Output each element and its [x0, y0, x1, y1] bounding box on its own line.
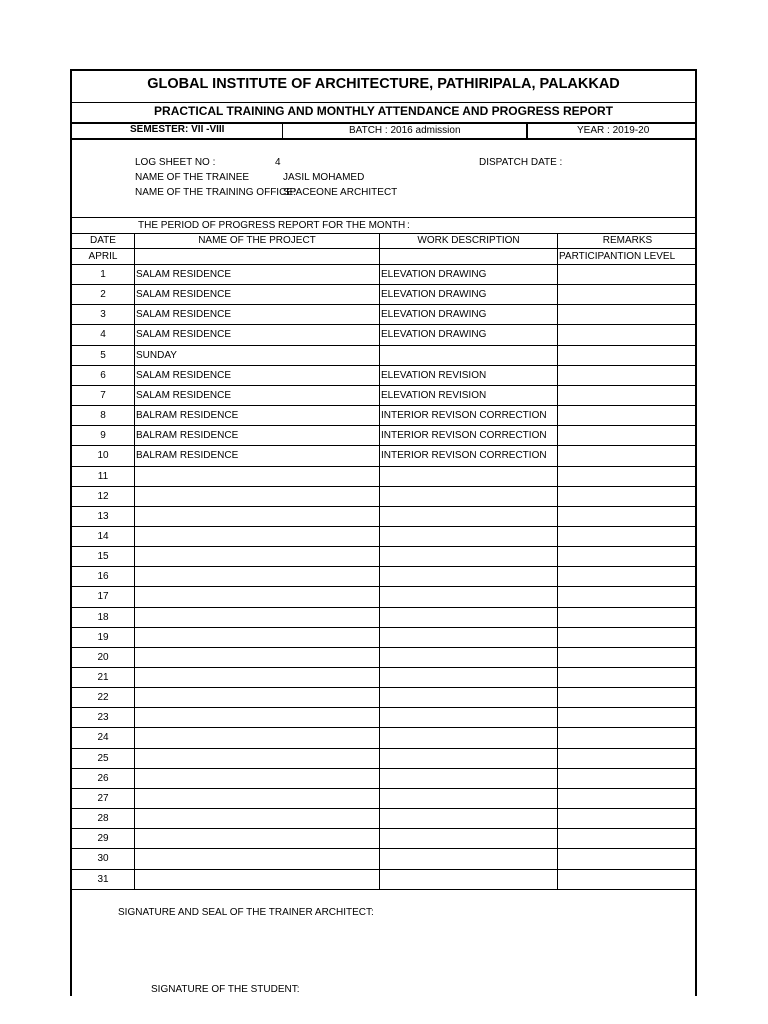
row-date: 30 [97, 853, 109, 865]
row-date: 3 [100, 309, 106, 321]
log-sheet-value: 4 [275, 157, 281, 168]
divider [526, 123, 528, 138]
divider [72, 889, 695, 890]
row-project: SALAM RESIDENCE [136, 289, 232, 301]
divider [72, 748, 695, 749]
divider [72, 385, 695, 386]
office-label: NAME OF THE TRAINING OFFICE: [135, 187, 296, 198]
row-date: 15 [97, 551, 109, 563]
divider [72, 264, 695, 265]
row-work: ELEVATION DRAWING [381, 289, 487, 301]
divider [72, 284, 695, 285]
trainer-signature-label: SIGNATURE AND SEAL OF THE TRAINER ARCHITECT: [118, 907, 374, 918]
month-label: APRIL [88, 251, 118, 262]
divider [72, 345, 695, 346]
divider [72, 687, 695, 688]
divider [72, 526, 695, 527]
divider [72, 217, 695, 218]
col-header-date: DATE [90, 235, 116, 246]
divider [72, 304, 695, 305]
divider [72, 586, 695, 587]
row-work: ELEVATION REVISION [381, 369, 487, 381]
row-date: 17 [97, 591, 109, 603]
divider [72, 324, 695, 325]
semester-text: SEMESTER: VII -VIII [130, 124, 225, 135]
row-date: 16 [97, 571, 109, 583]
divider [72, 647, 695, 648]
divider [72, 546, 695, 547]
divider [72, 566, 695, 567]
divider [557, 233, 558, 889]
divider [72, 486, 695, 487]
divider [72, 102, 695, 103]
row-work: ELEVATION DRAWING [381, 269, 487, 280]
divider [72, 466, 695, 467]
divider [379, 233, 380, 889]
row-date: 26 [97, 772, 109, 784]
office-name: SPACEONE ARCHITECT [283, 187, 398, 198]
row-date: 24 [97, 732, 109, 744]
divider [134, 233, 135, 889]
row-date: 19 [97, 631, 109, 643]
divider [72, 627, 695, 628]
col-header-remarks: REMARKS [602, 235, 653, 246]
row-date: 6 [100, 369, 106, 381]
divider [72, 848, 695, 849]
institute-title: GLOBAL INSTITUTE OF ARCHITECTURE, PATHIRIPALA, PALAKKAD [147, 76, 620, 92]
row-work: ELEVATION DRAWING [381, 309, 487, 321]
divider [72, 425, 695, 426]
row-project: BALRAM RESIDENCE [136, 430, 239, 442]
student-signature-label: SIGNATURE OF THE STUDENT: [151, 984, 300, 995]
row-project: SUNDAY [136, 349, 177, 361]
row-work: ELEVATION REVISION [381, 389, 487, 401]
divider [72, 727, 695, 728]
divider [72, 707, 695, 708]
divider [72, 828, 695, 829]
row-date: 13 [97, 510, 109, 522]
divider [72, 405, 695, 406]
row-project: SALAM RESIDENCE [136, 269, 232, 280]
divider [72, 768, 695, 769]
row-date: 25 [97, 752, 109, 764]
divider [72, 506, 695, 507]
row-date: 21 [97, 672, 109, 683]
row-work: INTERIOR REVISON CORRECTION [381, 430, 547, 442]
row-work: INTERIOR REVISON CORRECTION [381, 410, 547, 422]
row-date: 10 [97, 450, 109, 462]
dispatch-date-label: DISPATCH DATE : [479, 157, 563, 168]
row-date: 11 [97, 470, 109, 482]
divider [72, 808, 695, 809]
row-date: 23 [97, 712, 109, 724]
col-header-work: WORK DESCRIPTION [417, 235, 520, 246]
divider [282, 123, 283, 138]
divider [72, 788, 695, 789]
col-header-project: NAME OF THE PROJECT [198, 235, 316, 246]
batch-text: BATCH : 2016 admission [349, 125, 461, 136]
row-project: SALAM RESIDENCE [136, 369, 232, 381]
row-project: SALAM RESIDENCE [136, 309, 232, 321]
row-date: 14 [97, 530, 109, 542]
period-colon: : [407, 220, 410, 231]
trainee-name: JASIL MOHAMED [283, 172, 365, 183]
row-date: 1 [100, 269, 106, 280]
remarks-subheader: PARTICIPANTION LEVEL [559, 251, 676, 262]
divider [72, 365, 695, 366]
divider [72, 248, 695, 249]
divider [72, 607, 695, 608]
year-text: YEAR : 2019-20 [577, 125, 650, 136]
row-date: 27 [97, 792, 109, 804]
row-project: BALRAM RESIDENCE [136, 450, 239, 462]
row-date: 20 [97, 651, 109, 663]
divider [72, 138, 695, 140]
row-date: 18 [97, 611, 109, 623]
divider [72, 869, 695, 870]
row-date: 28 [97, 813, 109, 825]
row-date: 31 [97, 873, 109, 885]
row-project: BALRAM RESIDENCE [136, 410, 239, 422]
row-project: SALAM RESIDENCE [136, 389, 232, 401]
row-date: 4 [100, 329, 106, 341]
row-date: 12 [97, 490, 109, 502]
row-project: SALAM RESIDENCE [136, 329, 232, 341]
report-sheet [70, 69, 697, 996]
row-work: INTERIOR REVISON CORRECTION [381, 450, 547, 462]
divider [72, 233, 695, 234]
row-work: ELEVATION DRAWING [381, 329, 487, 341]
divider [72, 445, 695, 446]
row-date: 8 [100, 410, 106, 422]
row-date: 2 [100, 289, 106, 301]
report-title: PRACTICAL TRAINING AND MONTHLY ATTENDANCE AND PROGRESS REPORT [154, 104, 613, 118]
row-date: 7 [100, 389, 106, 401]
row-date: 5 [100, 349, 106, 361]
trainee-label: NAME OF THE TRAINEE [135, 172, 250, 183]
row-date: 22 [97, 692, 109, 704]
row-date: 9 [100, 430, 106, 442]
row-date: 29 [97, 833, 109, 845]
log-sheet-label: LOG SHEET NO : [135, 157, 216, 168]
period-label: THE PERIOD OF PROGRESS REPORT FOR THE MONTH [138, 220, 406, 231]
divider [72, 667, 695, 668]
